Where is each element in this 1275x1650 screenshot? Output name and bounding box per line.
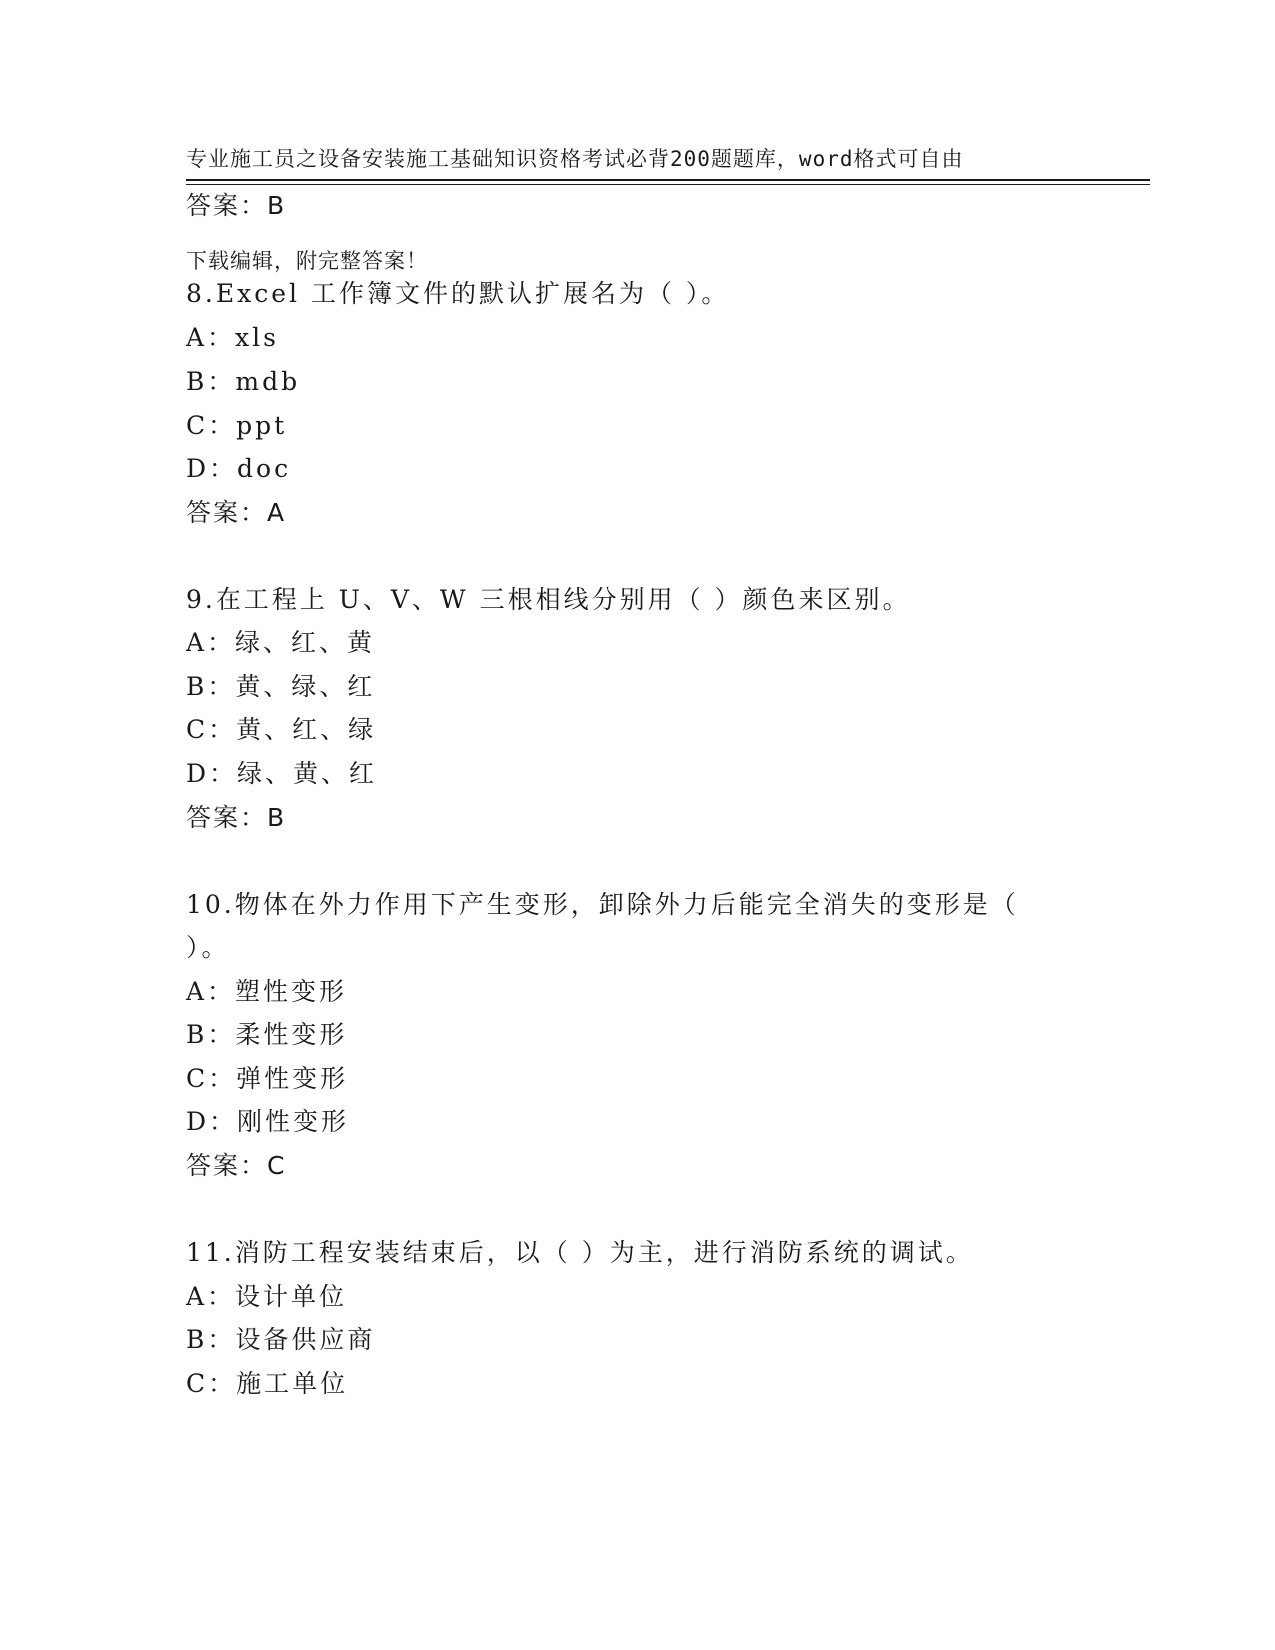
question-11-option-c: C：施工单位 — [186, 1369, 349, 1398]
header-divider-bottom — [186, 184, 1150, 185]
question-8-answer: 答案：A — [186, 498, 287, 527]
question-8-option-b: B：mdb — [186, 367, 301, 396]
previous-answer: 答案：B — [186, 191, 287, 220]
question-9-option-a: A：绿、红、黄 — [186, 628, 376, 657]
question-9-option-b: B：黄、绿、红 — [186, 672, 376, 701]
question-11-stem: 11.消防工程安装结束后，以（ ）为主，进行消防系统的调试。 — [186, 1238, 974, 1267]
question-9-option-c: C：黄、红、绿 — [186, 715, 377, 744]
question-10-option-d: D：刚性变形 — [186, 1107, 350, 1136]
question-8-option-d: D：doc — [186, 454, 292, 483]
question-8-option-c: C：ppt — [186, 411, 288, 440]
question-8-option-a: A：xls — [186, 323, 279, 352]
question-10-stem: 10.物体在外力作用下产生变形，卸除外力后能完全消失的变形是（ — [186, 890, 1019, 919]
question-11-option-a: A：设计单位 — [186, 1282, 348, 1311]
question-10-option-c: C：弹性变形 — [186, 1064, 349, 1093]
question-10-option-b: B：柔性变形 — [186, 1020, 348, 1049]
question-9-answer: 答案：B — [186, 803, 287, 832]
header-line-2: 下载编辑，附完整答案！ — [186, 249, 428, 273]
question-11-option-b: B：设备供应商 — [186, 1325, 376, 1354]
question-9-option-d: D：绿、黄、红 — [186, 759, 378, 788]
question-10-stem-continued: ）。 — [186, 933, 230, 962]
header-line-1: 专业施工员之设备安装施工基础知识资格考试必背200题题库，word格式可自由 — [186, 147, 964, 171]
question-10-option-a: A：塑性变形 — [186, 977, 348, 1006]
question-9-stem: 9.在工程上 U、V、W 三根相线分别用（ ）颜色来区别。 — [186, 585, 911, 614]
question-8-stem: 8.Excel 工作簿文件的默认扩展名为（ ）。 — [186, 279, 730, 308]
question-10-answer: 答案：C — [186, 1151, 287, 1180]
header-divider-top — [186, 179, 1150, 181]
